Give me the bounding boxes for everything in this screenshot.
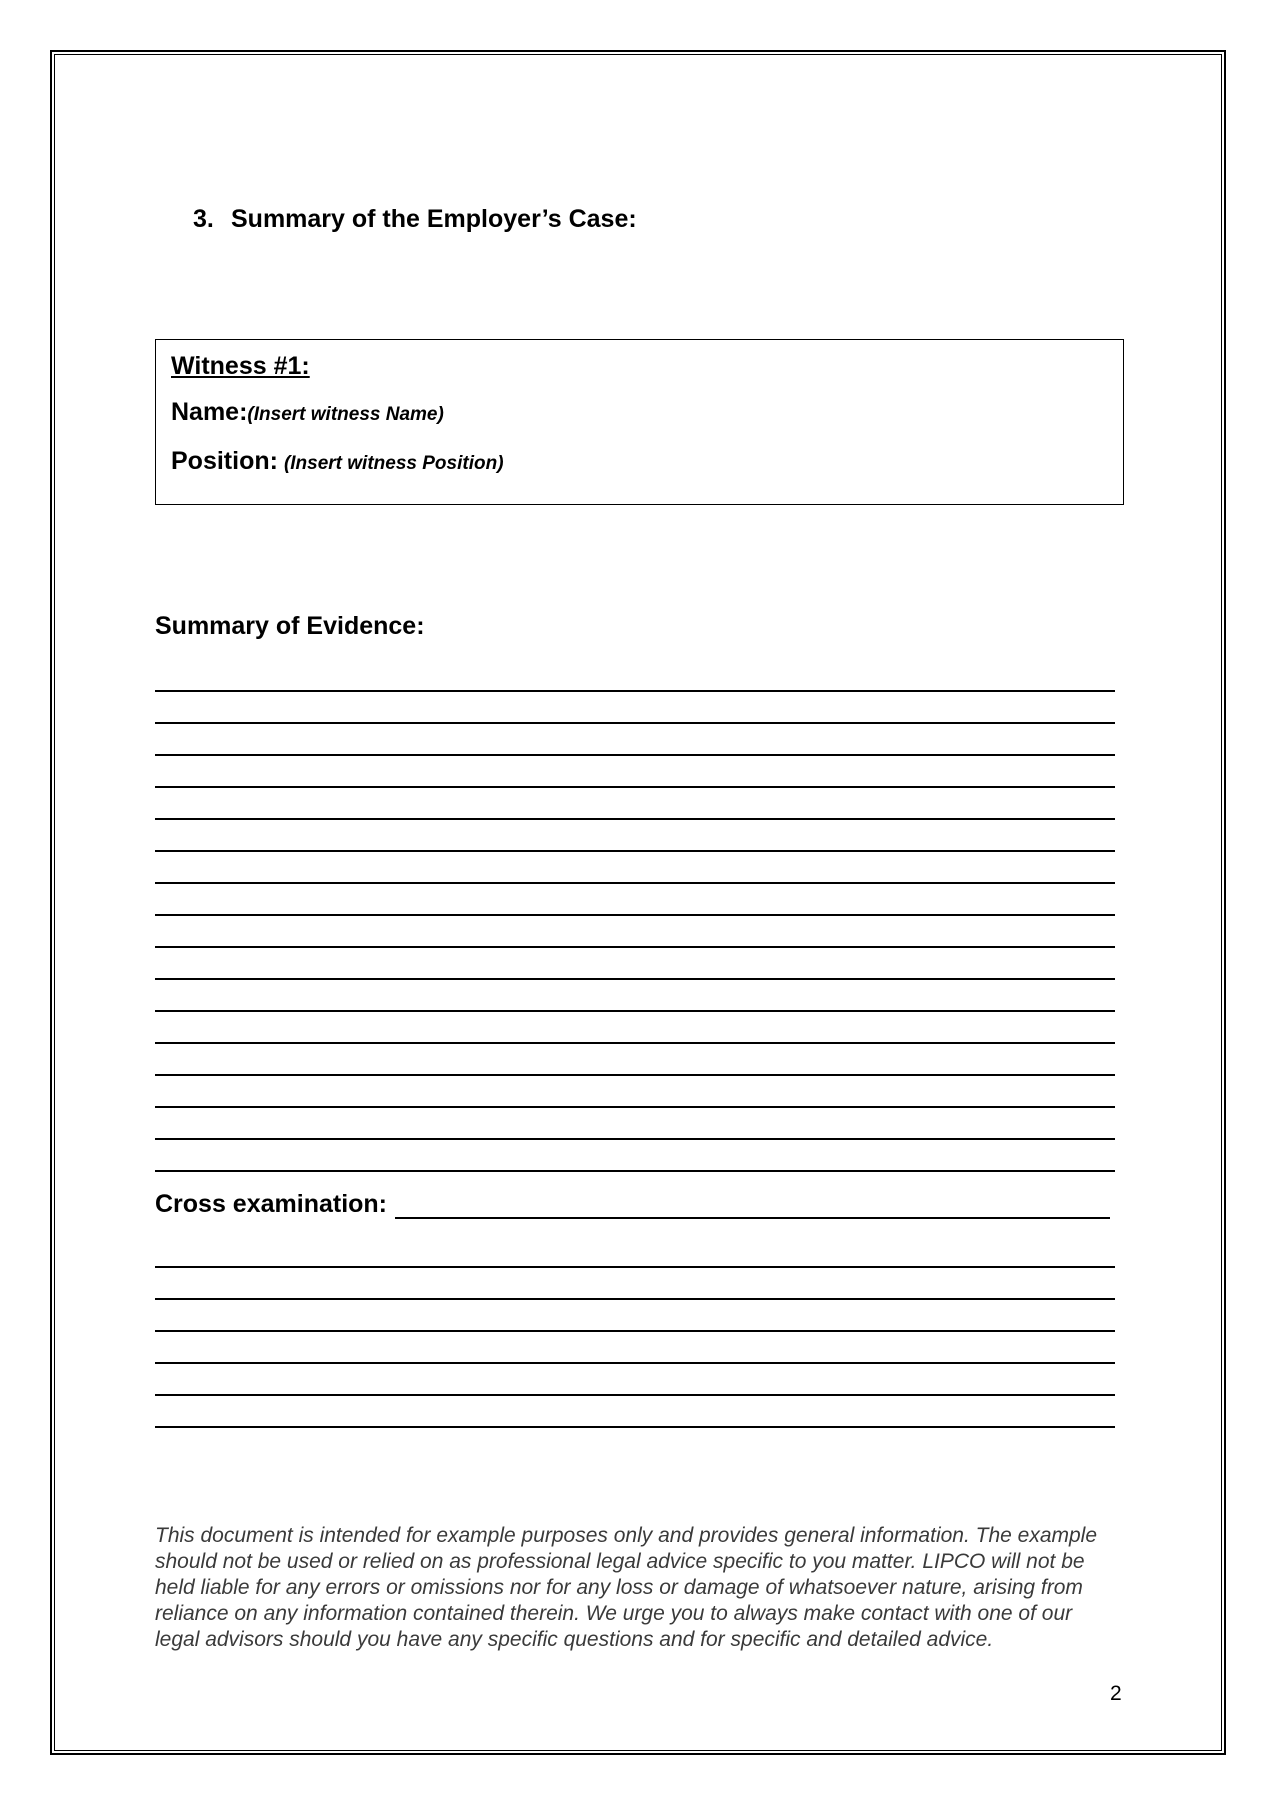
cross-examination-label: Cross examination: <box>155 1190 388 1218</box>
evidence-label: Summary of Evidence: <box>155 612 425 640</box>
evidence-line[interactable] <box>155 882 1115 884</box>
evidence-line[interactable] <box>155 1010 1115 1012</box>
disclaimer-text: This document is intended for example purposes only and provides general information. The example should not be used or relied on as professional legal advice specific to you matter. LIPCO will not be held liable for any errors or omissions nor for any loss or damage of whatsoever nature, arising from reliance on any information contained therein. We urge you to always make contact with one of our legal advisors should you have any specific questions and for specific and detailed advice. <box>155 1524 1098 1651</box>
witness-name-row <box>171 398 444 427</box>
evidence-line[interactable] <box>155 754 1115 756</box>
evidence-line[interactable] <box>155 1138 1115 1140</box>
page-border-inner <box>54 54 1222 1751</box>
evidence-line[interactable] <box>155 978 1115 980</box>
witness-position-field[interactable]: (Insert witness Position) <box>283 453 504 474</box>
section-heading <box>193 205 637 234</box>
cross-examination-line[interactable] <box>155 1362 1115 1364</box>
evidence-line[interactable] <box>155 786 1115 788</box>
evidence-line[interactable] <box>155 1106 1115 1108</box>
evidence-line[interactable] <box>155 1170 1115 1172</box>
section-number: 3. <box>193 205 214 233</box>
witness-title: Witness #1: <box>171 352 310 380</box>
witness-box <box>155 339 1124 505</box>
evidence-line[interactable] <box>155 818 1115 820</box>
witness-name-label: Name: <box>171 398 248 426</box>
evidence-line[interactable] <box>155 1074 1115 1076</box>
section-title: Summary of the Employer’s Case: <box>231 205 637 233</box>
evidence-line[interactable] <box>155 946 1115 948</box>
witness-name-field[interactable]: (Insert witness Name) <box>247 404 444 425</box>
cross-examination-line[interactable] <box>155 1330 1115 1332</box>
evidence-line[interactable] <box>155 850 1115 852</box>
cross-examination-line[interactable] <box>155 1394 1115 1396</box>
cross-examination-line[interactable] <box>395 1217 1110 1219</box>
page-number: 2 <box>1110 1682 1122 1705</box>
cross-examination-line[interactable] <box>155 1298 1115 1300</box>
evidence-line[interactable] <box>155 722 1115 724</box>
cross-examination-line[interactable] <box>155 1426 1115 1428</box>
witness-position-row <box>171 447 504 476</box>
evidence-line[interactable] <box>155 914 1115 916</box>
witness-position-label: Position: <box>171 447 278 475</box>
evidence-line[interactable] <box>155 1042 1115 1044</box>
cross-examination-line[interactable] <box>155 1266 1115 1268</box>
evidence-line[interactable] <box>155 690 1115 692</box>
